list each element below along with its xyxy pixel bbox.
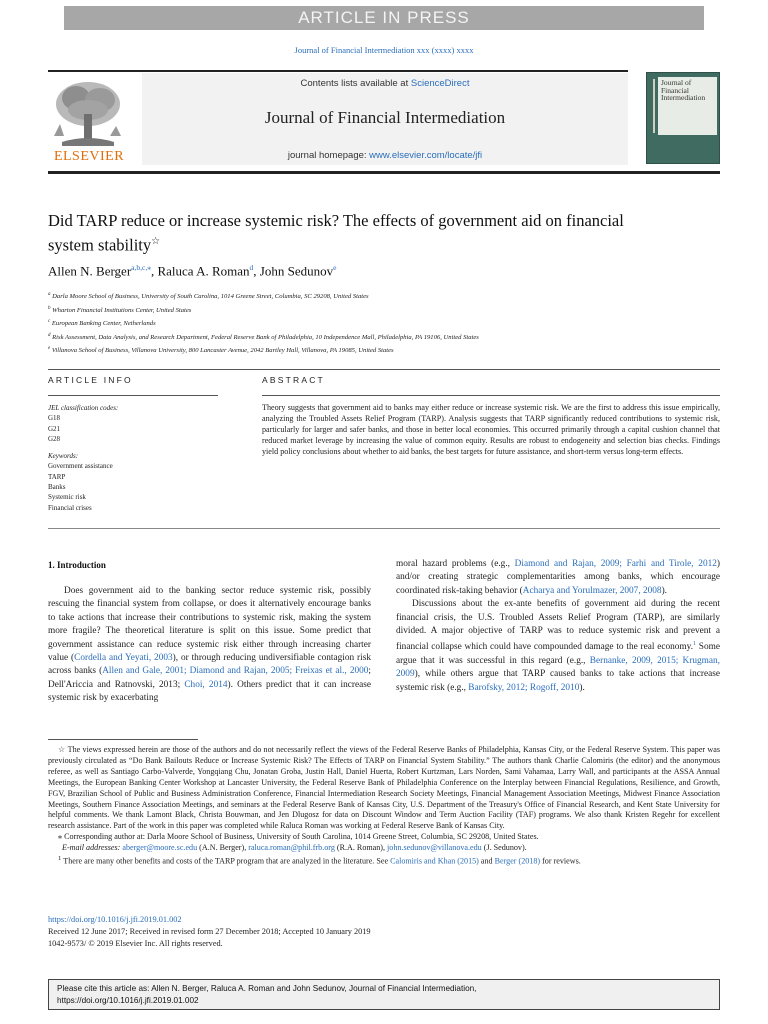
author-name: John Sedunov — [259, 263, 334, 279]
affiliation-mark: b — [48, 305, 51, 311]
author-name: Raluca A. Roman — [157, 263, 250, 279]
affiliation-text: Darla Moore School of Business, University of South Carolina, 1014 Greene Street, Columbia, SC 29208, United States — [52, 293, 369, 301]
publication-info — [48, 914, 720, 949]
citation-link[interactable]: Acharya and Yorulmazer, 2007, 2008 — [522, 585, 662, 596]
title-footnote-mark[interactable]: ☆ — [151, 236, 161, 247]
intro-paragraph: Does government aid to the banking sector reduce systemic risk, possibly rescuing the financial system from collapse, or does it alternatively encourage banks to take actions that increase their contributions to systemic risk, making the system more fragile? The theoretical literature is split on this issue. Some predict that government assistance can reduce systemic risk either through increasing charter value (Cordella and Yeyati, 2003), or through reducing undiversifiable contagion risk across banks (Allen and Gale, 2001; Diamond and Rajan, 2005; Freixas et al., 2000; Dell'Ariccia and Ratnovski, 2013; Choi, 2014). Others predict that it can increase systemic risk by exacerbating — [48, 586, 372, 704]
citation-link[interactable]: Cordella and Yeyati, 2003 — [74, 653, 173, 664]
affiliation-text: Wharton Financial Institutions Center, United States — [52, 306, 192, 314]
footnote-corresponding: ⁎ Corresponding author at: Darla Moore School of Business, University of South Carolina, 1014 Greene Street, Columbia, SC 29208, United States. — [58, 832, 539, 842]
email-link[interactable]: aberger@moore.sc.edu — [122, 843, 198, 853]
abstract-bottom-rule — [48, 528, 720, 529]
citation-link[interactable]: Calomiris and Khan (2015) — [390, 856, 479, 866]
keywords-label: Keywords: — [48, 452, 79, 461]
article-info-panel — [48, 403, 218, 513]
affiliation — [48, 289, 728, 303]
jel-code: G21 — [48, 424, 61, 433]
email-link[interactable]: raluca.roman@phil.frb.org — [248, 843, 335, 853]
intro-paragraph: Discussions about the ex-ante benefits of government aid during the recent financial crisis, the U.S. Troubled Assets Relief Program (TARP), are similarly divided. A major objective of TARP was to reduce systemic risk and prevent a financial collapse which could have compounded damage to the real economy.$^1$ Some argue that it was successful in this regard (e.g., Bernanke, 2009, 2015; Krugman, 2009), while others argue that TARP caused banks to take actions that increase systemic risk (e.g., Barofsky, 2012; Rogoff, 2010). — [396, 599, 720, 693]
journal-reference-link[interactable]: Journal of Financial Intermediation xxx (xxxx) xxxx — [294, 45, 474, 55]
citation-link[interactable]: Berger (2018) — [494, 856, 541, 866]
author-name: Allen N. Berger — [48, 263, 132, 279]
journal-name: Journal of Financial Intermediation — [264, 108, 506, 127]
jel-code: G18 — [48, 414, 61, 423]
footnote-rule — [48, 739, 198, 740]
email-link[interactable]: john.sedunov@villanova.edu — [387, 843, 482, 853]
keyword: Financial crises — [48, 503, 92, 512]
author-list: Allen N. Berger$^{a,b,c,⁎}$, Raluca A. Roman$^d$, John Sedunov$^e$ — [48, 263, 337, 279]
citation-link[interactable]: Barofsky, 2012; Rogoff, 2010 — [468, 682, 580, 693]
jel-label: JEL classification codes: — [48, 404, 119, 412]
article-title-text: Did TARP reduce or increase systemic risk? The effects of government aid on financial system stability — [48, 211, 624, 255]
info-rule — [48, 395, 218, 396]
citation-link[interactable]: Choi, 2014 — [184, 679, 228, 690]
affiliation-text: Risk Assessment, Data Analysis, and Research Department, Federal Reserve Bank of Philadelphia, 10 Independence Mall, Philadelphia, PA 19106, United States — [52, 333, 479, 341]
affiliation — [48, 303, 728, 317]
abstract-heading: ABSTRACT — [262, 375, 325, 385]
article-title — [48, 210, 668, 256]
affiliation-text: Villanova School of Business, Villanova University, 800 Lancaster Avenue, 2042 Bartley Hall, Villanova, PA 19085, United States — [51, 347, 394, 355]
elsevier-wordmark: ELSEVIER — [53, 149, 125, 164]
keyword: Government assistance — [48, 462, 113, 471]
citation-link[interactable]: Diamond and Rajan, 2009; Farhi and Tirole, 2012 — [514, 559, 717, 569]
homepage-prefix: journal homepage: — [287, 150, 370, 161]
citation-link[interactable]: Bernanke, 2009, 2015; Krugman, 2009 — [396, 655, 720, 680]
affiliation-mark: d — [48, 332, 51, 338]
doi-link[interactable]: https://doi.org/10.1016/j.jfi.2019.01.002 — [48, 915, 182, 924]
footnote-emails: E-mail addresses: aberger@moore.sc.edu (A.N. Berger), raluca.roman@phil.frb.org (R.A. Roman), john.sedunov@villanova.edu (J. Sedunov). — [62, 843, 527, 853]
abstract-rule — [262, 395, 720, 396]
author-affil-link[interactable]: d — [249, 263, 254, 272]
keyword: Banks — [48, 483, 66, 492]
jel-code: G28 — [48, 434, 61, 443]
abstract-text: Theory suggests that government aid to banks may either reduce or increase systemic risk. We are the first to address this issue empirically, analyzing the Troubled Assets Relief Program (TARP). Analysis suggests that TARP significantly reduced contributions to systemic risk, particularly for larger and safer banks, and those in better local economies. This occurred primarily through a capital cushion channel that reduced market leverage by increasing the value of common equity. Results are robust to endogeneity and selection bias checks. Findings yield policy conclusions about whether to aid banks, the best targets for future assistance, and short-term versus long-term effects. — [262, 403, 720, 456]
footnotes — [48, 745, 720, 868]
sciencedirect-link[interactable]: ScienceDirect — [410, 78, 470, 89]
contents-prefix: Contents lists available at — [300, 78, 411, 89]
author-affil-link[interactable]: a,b,c,⁎ — [131, 263, 151, 272]
footnote-1: $^1$ There are many other benefits and costs of the TARP program that are analyzed in the literature. See Calomiris and Khan (2015) and Berger (2018) for reviews. — [58, 855, 581, 866]
affiliation-list — [48, 289, 728, 357]
article-info-heading: ARTICLE INFO — [48, 375, 133, 385]
affiliation-mark: a — [48, 292, 51, 297]
cover-title: Journal of Financial Intermediation — [658, 77, 717, 135]
homepage-line — [142, 150, 628, 161]
section-heading-introduction: 1. Introduction — [48, 560, 106, 570]
author-affil-link[interactable]: e — [333, 263, 337, 272]
citation-link[interactable]: Allen and Gale, 2001; Diamond and Rajan, 2005; Freixas et al., 2000 — [102, 666, 369, 677]
footnote-link[interactable]: 1 — [693, 641, 697, 648]
keyword: Systemic risk — [48, 493, 86, 502]
right-column — [396, 558, 720, 695]
left-column — [48, 585, 371, 706]
section-rule — [48, 369, 720, 370]
cover-stripe — [653, 79, 655, 133]
copyright: 1042-9573/ © 2019 Elsevier Inc. All rights reserved. — [48, 938, 223, 948]
journal-cover-image — [646, 72, 720, 164]
footnote-star: ☆ The views expressed herein are those of the authors and do not necessarily reflect the views of the Federal Reserve Banks of Philadelphia, Kansas City, or the Federal Reserve System. This paper was previously circulated as “Do Bank Bailouts Reduce or Increase Systemic Risk? The Effects of TARP on Financial System Stability.” The authors thank Charlie Calomiris (the editor) and the anonymous referee, as well as Santiago Carbo-Valverde, Yongqiang Chu, Jonatan Groba, Justin Hall, Daniel Huerta, Robert Kurtzman, Lars Norden, Sami Vahamaa, Larry Wall, and participants at the ASSA Annual Meetings, the European Banking Center Workshop at Lancaster University, the Federal Reserve Bank of Philadelphia Conference on the Interplay between Financial Regulations, Resilience, and Growth, FGV, Brazilian School of Public and Business Administration Conference, Financial Intermediation Research Society Meetings, Financial Management Association Meetings, Midwest Finance Association Meetings, Southern Finance Association Meetings, and seminars at the Federal Reserve Bank of Kansas City, U.S. Department of the Treasury's Office of Financial Research, and Kent State University for helpful comments. We thank Lamont Black, Christa Bouwman, and Jen Dlugosz for data on Discount Window and Term Auction Facility (TAF) programs. We also thank Kristen Regehr for excellent research assistance. Part of the work in this paper was completed while Raluca Roman was working at Federal Reserve Bank of Kansas City. — [48, 745, 720, 831]
received-dates: Received 12 June 2017; Received in revised form 27 December 2018; Accepted 10 January 2019 — [48, 926, 371, 936]
citation-box — [48, 979, 720, 1010]
header-top-rule — [48, 70, 628, 72]
affiliation-mark: e — [48, 346, 51, 352]
affiliation-mark: c — [48, 319, 51, 325]
intro-paragraph: moral hazard problems (e.g., Diamond and Rajan, 2009; Farhi and Tirole, 2012) and/or creating strategic complementarities among banks, which encourage coordinated risk-taking behavior (Acharya and Yorulmazer, 2007, 2008). — [396, 559, 721, 596]
affiliation — [48, 330, 728, 344]
article-in-press-banner: ARTICLE IN PRESS — [64, 6, 704, 30]
affiliation — [48, 316, 728, 330]
affiliation-text: European Banking Center, Netherlands — [51, 320, 156, 328]
citation-line: Please cite this article as: Allen N. Berger, Raluca A. Roman and John Sedunov, Journal of Financial Intermediation, — [57, 984, 477, 993]
keyword: TARP — [48, 472, 66, 481]
homepage-link[interactable]: www.elsevier.com/locate/jfi — [369, 150, 483, 161]
header-bottom-rule — [48, 171, 720, 174]
citation-doi[interactable]: https://doi.org/10.1016/j.jfi.2019.01.002 — [57, 996, 199, 1005]
affiliation — [48, 343, 728, 357]
contents-line — [142, 78, 628, 89]
